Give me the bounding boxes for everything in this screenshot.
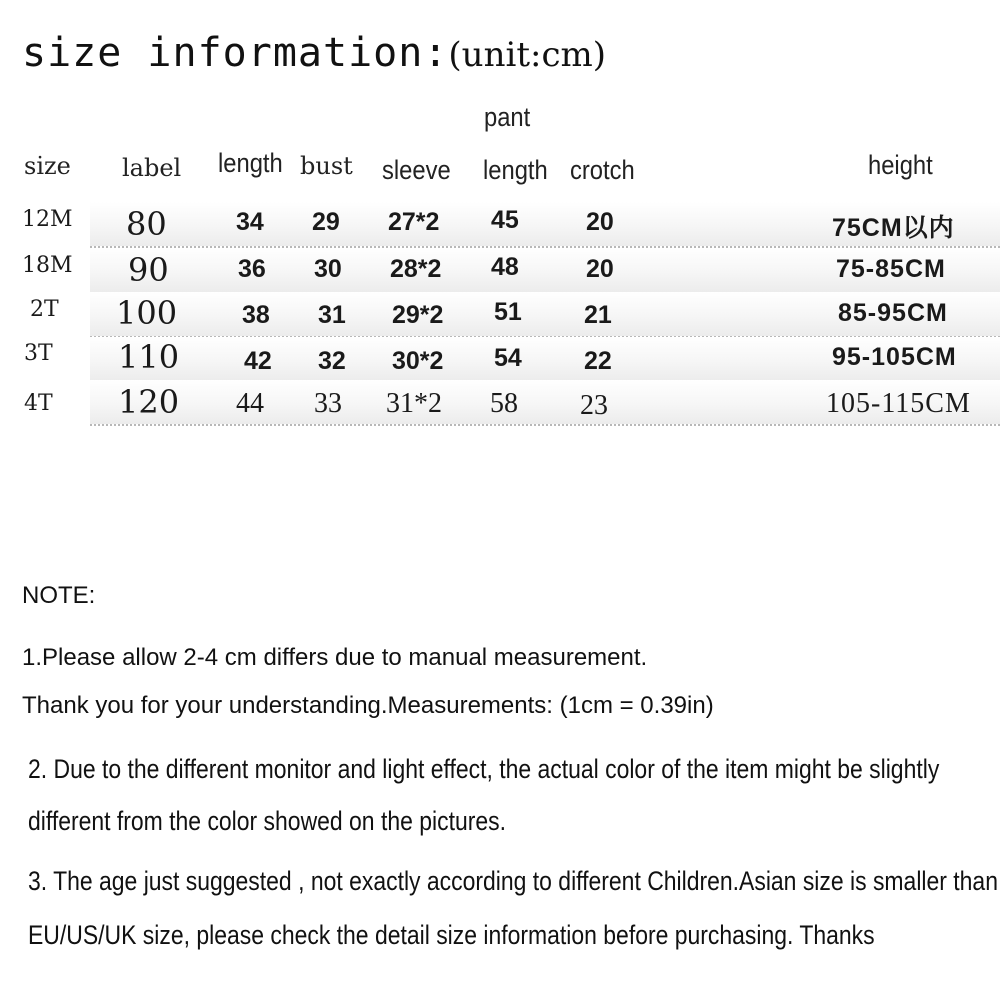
cell-sleeve: 27*2 (388, 208, 440, 236)
header-bust: bust (300, 152, 353, 180)
cell-pant-length: 48 (491, 253, 519, 281)
cell-height: 95-105CM (832, 343, 957, 371)
note-2-line-2: different from the color showed on the pictures. (28, 806, 506, 836)
cell-pant-length: 58 (490, 388, 518, 419)
note-1-line-1: 1.Please allow 2-4 cm differs due to manual measurement. (22, 644, 648, 671)
cell-size: 18M (22, 253, 73, 278)
cell-size: 12M (22, 207, 73, 232)
cell-height: 85-95CM (838, 299, 948, 327)
cell-crotch: 21 (584, 301, 612, 329)
cell-bust: 29 (312, 208, 340, 236)
header-label: label (122, 154, 182, 182)
cell-pant-length: 45 (491, 206, 519, 234)
title-main: size information: (22, 30, 449, 76)
header-pant: pant (484, 102, 531, 132)
cell-length: 34 (236, 208, 264, 236)
cell-sleeve: 29*2 (392, 301, 444, 329)
title-unit: (unit:cm) (448, 35, 607, 75)
note-1-line-2: Thank you for your understanding.Measurements: (1cm = 0.39in) (22, 692, 714, 719)
cell-label: 80 (126, 205, 167, 243)
cell-label: 100 (116, 294, 178, 332)
cell-pant-length: 51 (494, 298, 522, 326)
cell-pant-length: 54 (494, 344, 522, 372)
note-3-line-2: EU/US/UK size, please check the detail size information before purchasing. Thanks (28, 920, 875, 950)
cell-crotch: 23 (580, 390, 608, 421)
header-size: size (24, 152, 71, 180)
cell-height: 105-115CM (826, 388, 971, 419)
header-sleeve: sleeve (382, 155, 451, 185)
cell-height: 75-85CM (836, 255, 946, 283)
cell-length: 36 (238, 255, 266, 283)
cell-bust: 31 (318, 301, 346, 329)
cell-crotch: 20 (586, 255, 614, 283)
cell-length: 42 (244, 347, 272, 375)
cell-size: 3T (24, 341, 53, 366)
cell-bust: 32 (318, 347, 346, 375)
header-pant-length: length (483, 155, 548, 185)
cell-size: 4T (24, 391, 53, 416)
header-height: height (868, 150, 933, 180)
page-title (22, 30, 606, 76)
cell-sleeve: 31*2 (386, 388, 442, 419)
cell-label: 90 (128, 251, 169, 289)
cell-bust: 33 (314, 388, 342, 419)
header-crotch: crotch (570, 155, 635, 185)
cell-label: 110 (118, 338, 180, 376)
cell-height: 75CM以内 (832, 214, 955, 242)
cell-length: 44 (236, 388, 264, 419)
cell-sleeve: 28*2 (390, 255, 442, 283)
cell-sleeve: 30*2 (392, 347, 444, 375)
cell-crotch: 20 (586, 208, 614, 236)
cell-crotch: 22 (584, 347, 612, 375)
cell-size: 2T (30, 297, 59, 322)
cell-label: 120 (118, 383, 180, 421)
note-2-line-1: 2. Due to the different monitor and light effect, the actual color of the item might be slightly (28, 754, 940, 784)
header-length: length (218, 148, 283, 178)
note-heading: NOTE: (22, 582, 96, 609)
cell-length: 38 (242, 301, 270, 329)
note-3-line-1: 3. The age just suggested , not exactly according to different Children.Asian size is smaller than (28, 866, 998, 896)
cell-bust: 30 (314, 255, 342, 283)
